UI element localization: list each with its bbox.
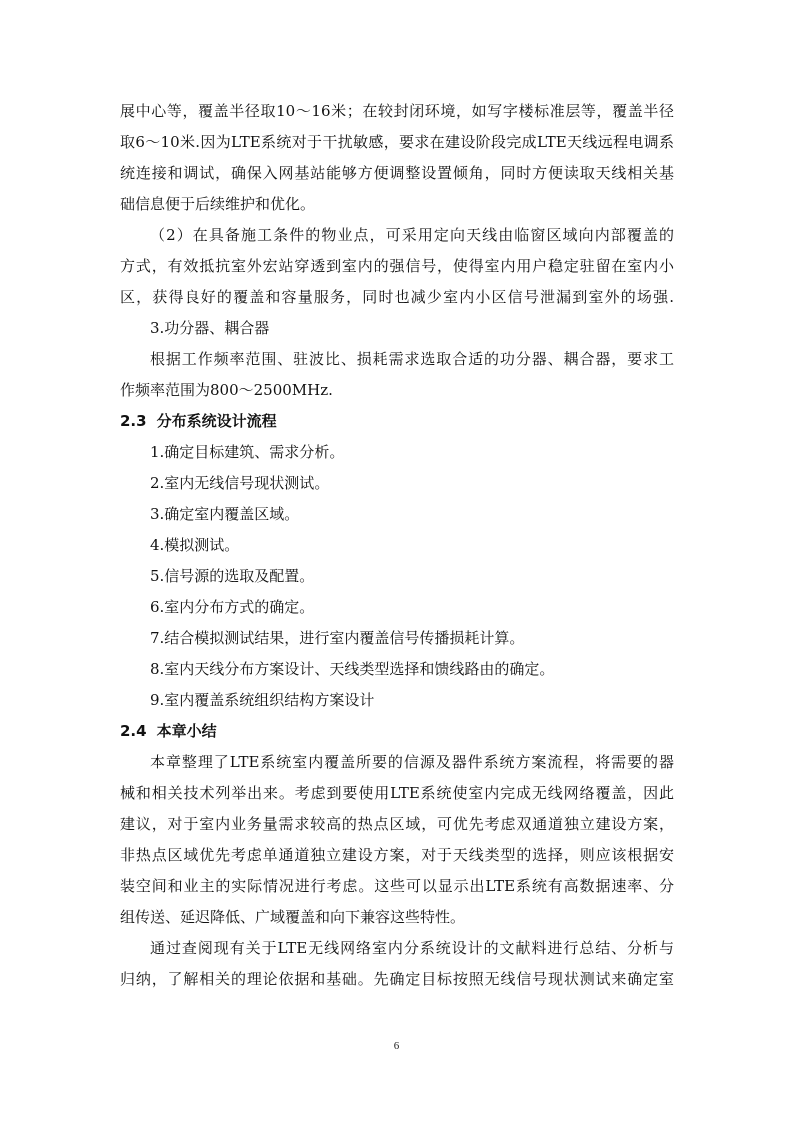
section-number: 2.3	[120, 412, 147, 430]
body-line: 取6～10米.因为LTE系统对于干扰敏感，要求在建设阶段完成LTE天线远程电调系	[120, 133, 674, 151]
body-line: 通过查阅现有关于LTE无线网络室内分系统设计的文献料进行总结、分析与	[150, 939, 674, 957]
body-line: 统连接和调试，确保入网基站能够方便调整设置倾角，同时方便读取天线相关基	[120, 164, 674, 182]
list-item: 9.室内覆盖系统组织结构方案设计	[150, 691, 375, 709]
page-number: 6	[393, 1040, 400, 1052]
page-body	[120, 96, 674, 995]
section-number: 2.4	[120, 722, 147, 740]
list-item: 6.室内分布方式的确定。	[150, 598, 315, 616]
body-line: （2）在具备施工条件的物业点，可采用定向天线由临窗区域向内部覆盖的	[150, 226, 674, 244]
section-title: 分布系统设计流程	[156, 412, 277, 430]
body-line: 根据工作频率范围、驻波比、损耗需求选取合适的功分器、耦合器，要求工	[150, 350, 674, 368]
body-line: 组传送、延迟降低、广域覆盖和向下兼容这些特性。	[120, 908, 466, 926]
section-heading-2-4	[120, 716, 674, 747]
body-line: 建议，对于室内业务量需求较高的热点区域，可优先考虑双通道独立建设方案，	[120, 815, 674, 833]
body-line: 区，获得良好的覆盖和容量服务，同时也减少室内小区信号泄漏到室外的场强.	[120, 288, 674, 306]
body-line: 础信息便于后续维护和优化。	[120, 195, 316, 213]
body-line: 本章整理了LTE系统室内覆盖所要的信源及器件系统方案流程，将需要的器	[150, 753, 674, 771]
list-item: 1.确定目标建筑、需求分析。	[150, 443, 345, 461]
list-item: 2.室内无线信号现状测试。	[150, 474, 330, 492]
body-line: 方式，有效抵抗室外宏站穿透到室内的强信号，使得室内用户稳定驻留在室内小	[120, 257, 674, 275]
list-item: 7.结合模拟测试结果，进行室内覆盖信号传播损耗计算。	[150, 629, 525, 647]
section-title: 本章小结	[156, 722, 217, 740]
body-line: 作频率范围为800～2500MHz.	[120, 381, 333, 399]
body-line: 非热点区域优先考虑单通道独立建设方案，对于天线类型的选择，则应该根据安	[120, 846, 674, 864]
subheading-line: 3.功分器、耦合器	[150, 319, 270, 337]
list-item: 4.模拟测试。	[150, 536, 240, 554]
body-line: 械和相关技术列举出来。考虑到要使用LTE系统使室内完成无线网络覆盖，因此	[120, 784, 674, 802]
list-item: 8.室内天线分布方案设计、天线类型选择和馈线路由的确定。	[150, 660, 555, 678]
section-heading-2-3	[120, 406, 674, 437]
body-line: 展中心等，覆盖半径取10～16米；在较封闭环境，如写字楼标准层等，覆盖半径	[120, 102, 674, 120]
list-item: 5.信号源的选取及配置。	[150, 567, 315, 585]
list-item: 3.确定室内覆盖区域。	[150, 505, 300, 523]
body-line: 装空间和业主的实际情况进行考虑。这些可以显示出LTE系统有高数据速率、分	[120, 877, 674, 895]
body-line: 归纳，了解相关的理论依据和基础。先确定目标按照无线信号现状测试来确定室	[120, 970, 674, 988]
